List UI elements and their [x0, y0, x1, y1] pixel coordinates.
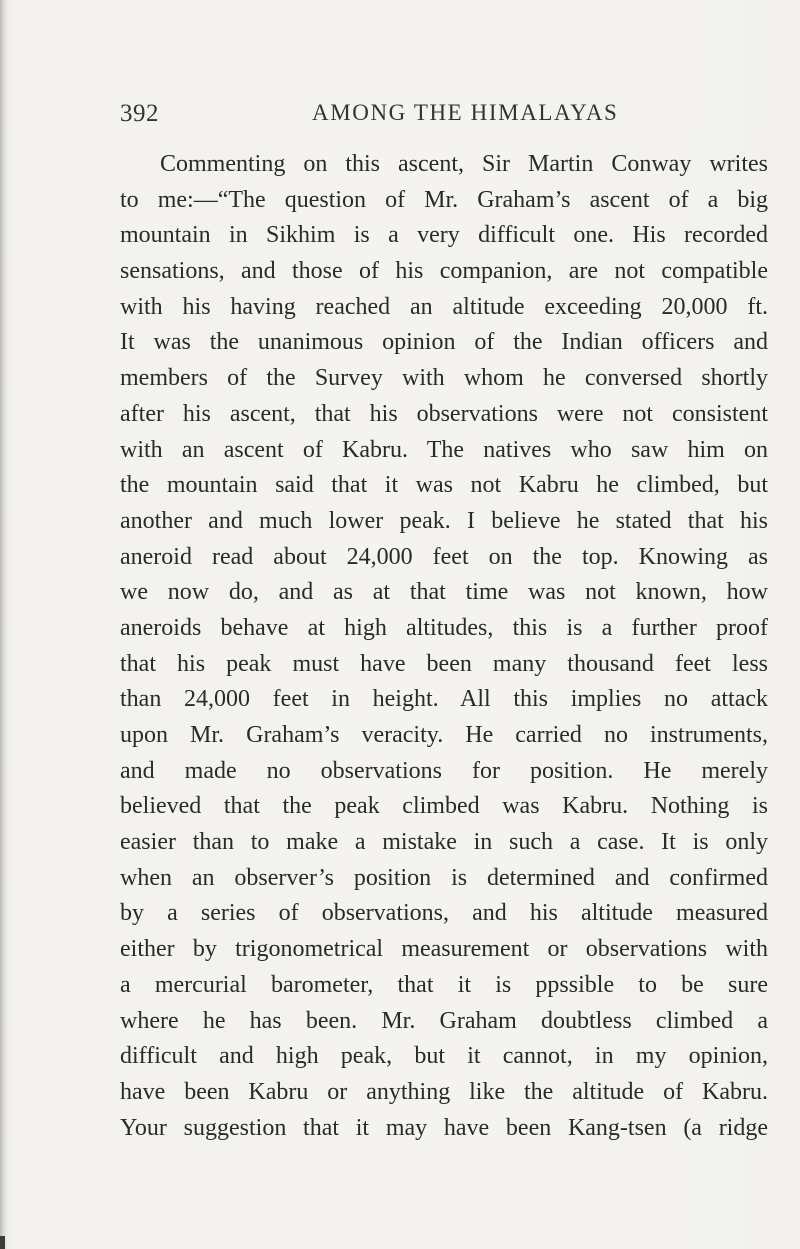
text-line: difficult and high peak, but it cannot, in my opinion,: [120, 1043, 768, 1070]
text-line: where he has been. Mr. Graham doubtless climbed a: [120, 1007, 768, 1034]
text-line: and made no observations for position. He merely: [120, 757, 768, 784]
text-line: aneroids behave at high altitudes, this is a further proof: [120, 614, 768, 641]
text-line: Commenting on this ascent, Sir Martin Conway writes: [160, 151, 768, 177]
running-title: AMONG THE HIMALAYAS: [312, 100, 619, 125]
text-line: to me:—“The question of Mr. Graham’s ascent of a big: [120, 186, 768, 213]
text-line: upon Mr. Graham’s veracity. He carried no instruments,: [120, 722, 768, 748]
text-line: aneroid read about 24,000 feet on the top. Knowing as: [120, 543, 768, 570]
text-line: when an observer’s position is determined and confirmed: [120, 864, 768, 891]
body-paragraph: [120, 147, 768, 1146]
text-line: that his peak must have been many thousand feet less: [120, 650, 768, 677]
text-line: we now do, and as at that time was not known, how: [120, 579, 768, 606]
text-line: than 24,000 feet in height. All this implies no attack: [120, 686, 768, 713]
text-line: with his having reached an altitude exceeding 20,000 ft.: [120, 293, 768, 320]
text-line: It was the unanimous opinion of the Indian officers and: [120, 329, 768, 356]
page-binding-edge: [0, 0, 7, 1249]
text-line: either by trigonometrical measurement or observations with: [120, 936, 768, 963]
text-line: Your suggestion that it may have been Kang-tsen (a ridge: [120, 1114, 768, 1141]
text-line: easier than to make a mistake in such a case. It is only: [120, 829, 768, 856]
page-number: 392: [120, 100, 159, 127]
text-line: believed that the peak climbed was Kabru. Nothing is: [120, 793, 768, 820]
text-line: members of the Survey with whom he conversed shortly: [120, 365, 768, 392]
text-line: mountain in Sikhim is a very difficult one. His recorded: [120, 222, 768, 249]
text-line: with an ascent of Kabru. The natives who saw him on: [120, 436, 768, 463]
scan-edge-mark: [0, 1236, 5, 1249]
text-line: after his ascent, that his observations were not consistent: [120, 400, 768, 427]
text-line: another and much lower peak. I believe he stated that his: [120, 507, 768, 534]
page-header: [0, 100, 800, 140]
text-line: the mountain said that it was not Kabru he climbed, but: [120, 472, 768, 499]
text-line: have been Kabru or anything like the altitude of Kabru.: [120, 1078, 768, 1105]
text-line: a mercurial barometer, that it is ppssible to be sure: [120, 971, 768, 998]
text-line: sensations, and those of his companion, are not compatible: [120, 258, 768, 285]
text-line: by a series of observations, and his altitude measured: [120, 900, 768, 927]
